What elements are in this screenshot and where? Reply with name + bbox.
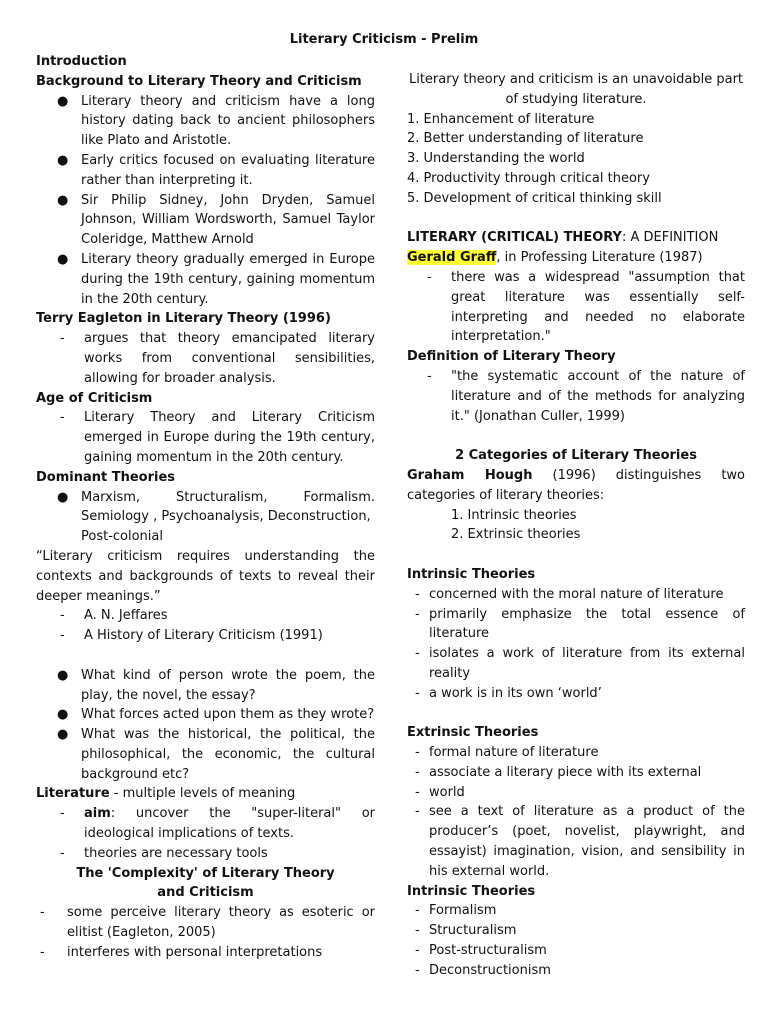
- extrinsic-heading: Extrinsic Theories: [407, 725, 539, 741]
- bullet-icon: ●: [57, 152, 69, 168]
- quote-text-end: deeper meanings.”: [36, 588, 161, 604]
- list-item: 1. Enhancement of literature: [407, 111, 595, 127]
- list-item: ● Literary theory gradually emerged in Europe during the 19th century, gaining momentum in the 20th century.: [36, 250, 375, 309]
- list-item: - associate a literary piece with its external: [407, 763, 745, 783]
- bullet-icon: ●: [57, 667, 69, 683]
- list-item: ● Sir Philip Sidney, John Dryden, Samuel Johnson, William Wordsworth, Samuel Taylor Coleridge, Matthew Arnold: [36, 191, 375, 250]
- dash-marker: -: [415, 685, 420, 701]
- list-item: 3. Understanding the world: [407, 151, 585, 167]
- right-column: Literary theory and criticism is an unavoidable part of studying literature. 1. Enhancement of literature 2. Better understanding of literature 3. Understanding the world 4. Productivity through critical theory 5. Development of critical thinking skill LITERARY (CRITICAL) THEORY: A DEFINITION Gerald Graff, in Professing Literature (1987) - there was a widespread "assumption that great literature was essentially self-interpreting and needed no elaborate interpretation." Definition of Literary Theory - "the systematic account of the nature of literature and of the methods for analyzing it." (Jonathan Culler, 1999) 2 Categories of Literary Theories Graham Hough (1996) distinguishes two categories of literary theories: 1. Intrinsic theories 2. Extrinsic theories Intrinsic Theories - concerned with the moral nature of literature - primarily emphasize the total essence of literature - isolates a work of literature from its external reality - a work is in its own ‘world’ Extrinsic Theories - formal nature of literature - associate a literary piece with its external - world - see a text of literature as a product of the producer’s (poet, novelist, playwright, and essayist) imagination, vision, and sensibility in his external world. Intrinsic Theories - Formalism - Structuralism - Post-structuralism - Deconstructionism: [407, 70, 745, 981]
- list-item: - see a text of literature as a product of the producer’s (poet, novelist, playwright, and essayist) imagination, vision, and sensibility in his external world.: [407, 802, 745, 881]
- intro-heading: Introduction: [36, 54, 127, 69]
- list-item: - there was a widespread "assumption that great literature was essentially self-interpreting and needed no elaborate interpretation.": [407, 268, 745, 347]
- hough-paragraph: Graham Hough (1996) distinguishes two categories of literary theories:: [407, 467, 745, 503]
- list-item: - Formalism: [407, 901, 745, 921]
- list-item: - interferes with personal interpretations: [36, 943, 375, 963]
- list-item: - Literary Theory and Literary Criticism emerged in Europe during the 19th century, gaining momentum in the 20th century.: [36, 408, 375, 467]
- list-item: ● What forces acted upon them as they wrote?: [36, 705, 375, 725]
- list-item: ● Literary theory and criticism have a long history dating back to ancient philosophers like Plato and Aristotle.: [36, 92, 375, 151]
- list-item: - "the systematic account of the nature of literature and of the methods for analyzing it." (Jonathan Culler, 1999): [407, 367, 745, 426]
- dash-marker: -: [415, 784, 420, 800]
- list-item: - theories are necessary tools: [36, 844, 375, 864]
- bullet-icon: ●: [57, 192, 69, 208]
- intrinsic-list-heading: Intrinsic Theories: [407, 883, 536, 899]
- bullet-icon: ●: [57, 489, 69, 505]
- dash-marker: -: [60, 331, 65, 347]
- bullet-icon: ●: [57, 727, 69, 743]
- dash-marker: -: [427, 368, 432, 384]
- list-item: - world: [407, 783, 745, 803]
- list-item: 4. Productivity through critical theory: [407, 170, 650, 186]
- highlighted-name: Gerald Graff: [407, 250, 497, 266]
- intro-paragraph: Literary theory and criticism is an unavoidable part: [408, 72, 744, 87]
- dash-marker: -: [60, 845, 65, 861]
- age-heading: Age of Criticism: [36, 390, 153, 406]
- dash-marker: -: [60, 628, 65, 644]
- list-item: - argues that theory emancipated literary works from conventional sensibilities, allowing for broader analysis.: [36, 329, 375, 388]
- dash-marker: -: [40, 944, 45, 960]
- list-item: - concerned with the moral nature of literature: [407, 585, 745, 605]
- list-item: - A. N. Jeffares: [36, 606, 375, 626]
- list-item: 2. Extrinsic theories: [451, 527, 581, 543]
- dash-marker: -: [415, 586, 420, 602]
- list-item: ● What was the historical, the political, the philosophical, the economic, the cultural background etc?: [36, 725, 375, 784]
- list-item: 2. Better understanding of literature: [407, 131, 644, 147]
- dash-marker: -: [415, 764, 420, 780]
- dash-marker: -: [415, 804, 420, 820]
- dash-marker: -: [60, 608, 65, 624]
- list-item: ● Early critics focused on evaluating literature rather than interpreting it.: [36, 151, 375, 191]
- bullet-icon: ●: [57, 93, 69, 109]
- list-item: 1. Intrinsic theories: [451, 507, 577, 523]
- dash-marker: -: [60, 410, 65, 426]
- dash-marker: -: [415, 606, 420, 622]
- categories-heading: 2 Categories of Literary Theories: [455, 448, 697, 464]
- dash-marker: -: [415, 646, 420, 662]
- list-item: - Post-structuralism: [407, 941, 745, 961]
- graff-line: Gerald Graff, in Professing Literature (1987): [407, 250, 703, 266]
- dash-marker: -: [40, 905, 45, 921]
- eagleton-heading: Terry Eagleton in Literary Theory (1996): [36, 311, 331, 327]
- dash-marker: -: [415, 745, 420, 761]
- background-heading: Background to Literary Theory and Criticism: [36, 73, 362, 89]
- dominant-heading: Dominant Theories: [36, 469, 176, 485]
- list-item: - isolates a work of literature from its external reality: [407, 644, 745, 684]
- list-item: ● Marxism, Structuralism, Formalism. Semiology , Psychoanalysis, Deconstruction, Post-colonial: [36, 488, 375, 547]
- dash-marker: -: [415, 903, 420, 919]
- dash-marker: -: [415, 962, 420, 978]
- list-item: - A History of Literary Criticism (1991): [36, 626, 375, 646]
- intrinsic-heading: Intrinsic Theories: [407, 566, 536, 582]
- list-item: - Deconstructionism: [407, 961, 745, 981]
- list-item: - some perceive literary theory as esoteric or elitist (Eagleton, 2005): [36, 903, 375, 943]
- list-item: ● What kind of person wrote the poem, the play, the novel, the essay?: [36, 666, 375, 706]
- quote-text: “Literary criticism requires understanding the contexts and backgrounds of texts to reveal their: [36, 548, 375, 584]
- definition-heading: Definition of Literary Theory: [407, 349, 616, 365]
- list-item: - Structuralism: [407, 921, 745, 941]
- definition-title: LITERARY (CRITICAL) THEORY: A DEFINITION: [407, 230, 719, 246]
- list-item: 5. Development of critical thinking skill: [407, 190, 662, 206]
- bullet-icon: ●: [57, 251, 69, 267]
- dash-marker: -: [60, 806, 65, 822]
- page-title: Literary Criticism - Prelim: [289, 32, 479, 47]
- dash-marker: -: [415, 923, 420, 939]
- complexity-heading: The 'Complexity' of Literary Theory and Criticism: [76, 865, 335, 901]
- dash-marker: -: [415, 943, 420, 959]
- dash-marker: -: [427, 269, 432, 285]
- list-item: - primarily emphasize the total essence of literature: [407, 605, 745, 645]
- list-item: - a work is in its own ‘world’: [407, 684, 745, 704]
- list-item: - aim: uncover the "super-literal" or ideological implications of texts.: [36, 804, 375, 844]
- list-item: - formal nature of literature: [407, 743, 745, 763]
- literature-line: Literature - multiple levels of meaning: [36, 786, 296, 802]
- bullet-icon: ●: [57, 707, 69, 723]
- left-column: [36, 52, 375, 963]
